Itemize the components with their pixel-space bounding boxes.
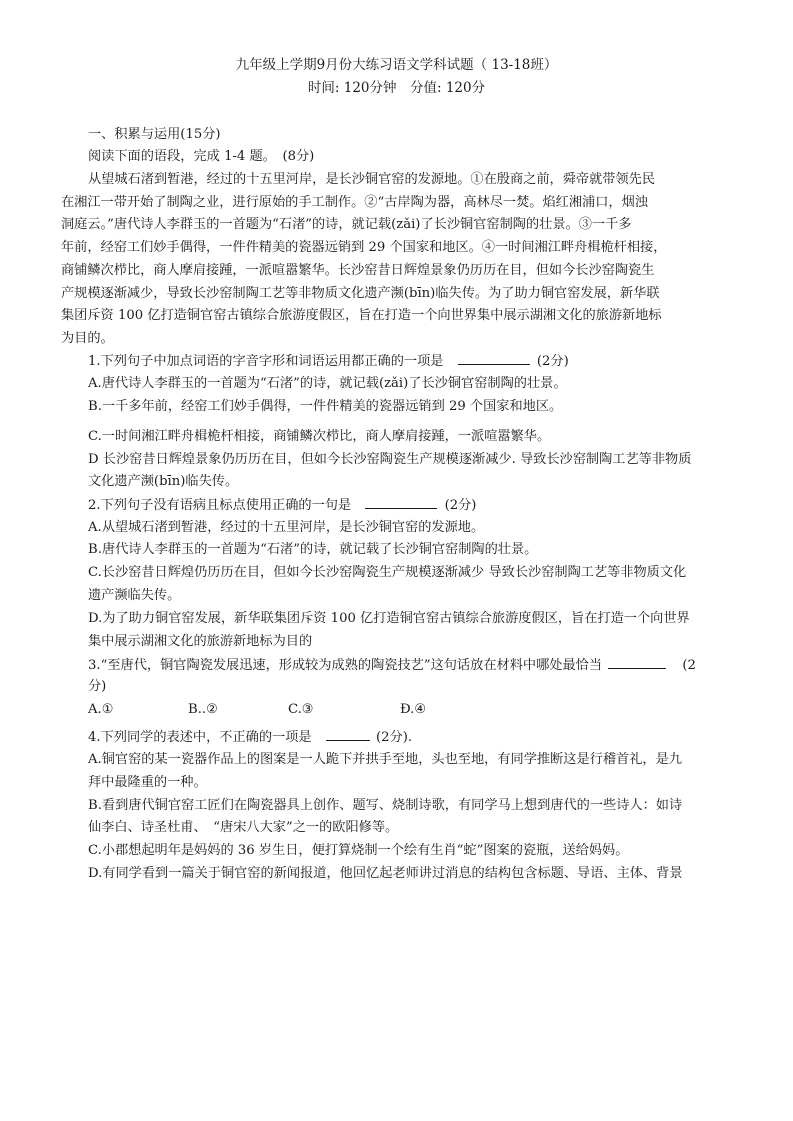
option-c: C.长沙窑昔日辉煌仍历历在目，但如今长沙窑陶瓷生产规模逐渐减少 导致长沙窑制陶工艺等非物质文化 <box>88 565 687 580</box>
question-2-points: (2分) <box>444 498 477 513</box>
question-4-stem: 4.下列同学的表述中，不正确的一项是 <box>88 730 312 745</box>
option-a: A.① <box>88 702 114 717</box>
option-d: Đ.④ <box>400 702 427 717</box>
question-1-points: (2分) <box>536 354 569 369</box>
question-2-stem: 2.下列句子没有语病且标点使用正确的一句是 <box>88 498 352 513</box>
option-b: B.一千多年前，经窑工们妙手偶得，一件件精美的瓷器远销到 29 个国家和地区。 <box>88 399 563 414</box>
option-c-continued: 遗产濒临失传。 <box>88 588 181 603</box>
option-d: D.为了助力铜官窑发展，新华联集团斥资 100 亿打造铜官窑古镇综合旅游度假区，旨在打造一个向世界 <box>88 611 690 626</box>
question-2 <box>88 494 476 517</box>
passage-line: 洞庭云。”唐代诗人李群玉的一首题为“石渚”的诗，就记载(zǎi)了长沙铜官窑制陶的壮景。③一千多 <box>61 217 632 232</box>
section-heading: 一、积累与运用(15分) <box>88 127 221 142</box>
option-a: A.唐代诗人李群玉的一首题为“石渚”的诗，就记载(zǎi)了长沙铜官窑制陶的壮景。 <box>88 376 567 391</box>
passage-line: 商铺鳞次栉比，商人摩肩接踵，一派喧嚣繁华。长沙窑昔日辉煌景象仍历历在目，但如今长沙窑陶瓷生 <box>61 263 655 278</box>
reading-instruction: 阅读下面的语段，完成 1-4 题。 (8分) <box>88 149 315 164</box>
option-c: C.③ <box>288 702 314 717</box>
question-3-options <box>88 699 426 721</box>
question-1-stem: 1.下列句子中加点词语的字音字形和词语运用都正确的一项是 <box>88 354 444 369</box>
exam-title: 九年级上学期9月份大练习语文学科试题（ 13-18班） <box>235 57 558 73</box>
question-3 <box>88 654 696 677</box>
option-b: B.看到唐代铜官窑工匠们在陶瓷器具上创作、题写、烧制诗歌，有同学马上想到唐代的一些诗人：如诗 <box>88 798 683 813</box>
question-3-points: (2 <box>682 658 696 673</box>
option-d: D 长沙窑昔日辉煌景象仍历历在目，但如今长沙窑陶瓷生产规模逐渐减少. 导致长沙窑制陶工艺等非物质 <box>88 452 692 467</box>
passage-line: 从望城石渚到暂港，经过的十五里河岸，是长沙铜官窑的发源地。①在殷商之前，舜帝就带领先民 <box>88 172 656 187</box>
passage-line: 年前，经窑工们妙手偶得，一件件精美的瓷器远销到 29 个国家和地区。④一时间湘江畔舟楫桅杆相接， <box>61 240 667 255</box>
passage-line: 集团斥资 100 亿打造铜官窑古镇综合旅游度假区，旨在打造一个向世界集中展示湖湘文化的旅游新地标 <box>61 308 662 323</box>
answer-blank[interactable] <box>458 350 530 365</box>
passage-line: 为目的。 <box>61 331 114 346</box>
option-d: D.有同学看到一篇关于铜官窑的新闻报道，他回忆起老师讲过消息的结构包含标题、导语、主体、背景 <box>88 866 683 881</box>
option-c: C.小郡想起明年是妈妈的 36 岁生日，便打算烧制一个绘有生肖“蛇”图案的瓷瓶，送给妈妈。 <box>88 843 629 858</box>
option-a: A.从望城石渚到暂港，经过的十五里河岸，是长沙铜官窑的发源地。 <box>88 520 485 535</box>
question-4 <box>88 726 412 749</box>
answer-blank[interactable] <box>365 494 437 509</box>
option-d-continued: 文化遗产濒(bīn)临失传。 <box>88 474 239 489</box>
question-3-stem: 3.“至唐代，铜官陶瓷发展迅速，形成较为成熟的陶瓷技艺”这句话放在材料中哪处最恰当 <box>88 658 602 673</box>
exam-time-score: 时间: 120分钟 分值: 120分 <box>307 80 486 96</box>
answer-blank[interactable] <box>608 654 666 669</box>
option-b: B.唐代诗人李群玉的一首题为“石渚”的诗，就记载了长沙铜官窑制陶的壮景。 <box>88 542 538 557</box>
question-1 <box>88 350 569 373</box>
option-d-continued: 集中展示湖湘文化的旅游新地标为目的 <box>88 634 313 649</box>
option-b: B..② <box>188 702 218 717</box>
option-c: C.一时间湘江畔舟楫桅杆相接，商铺鳞次栉比，商人摩肩接踵，一派喧嚣繁华。 <box>88 429 551 444</box>
passage-line: 在湘江一带开始了制陶之业，进行原始的手工制作。②“古岸陶为器，高林尽一焚。焰红湘浦口，烟浊 <box>61 195 648 210</box>
question-3-points-continued: 分) <box>88 679 107 694</box>
passage-line: 产规模逐渐减少，导致长沙窑制陶工艺等非物质文化遗产濒(bīn)临失传。为了助力铜官窑发展，新华联 <box>61 286 660 301</box>
option-b-continued: 仙李白、诗圣杜甫、 “唐宋八大家”之一的欧阳修等。 <box>88 820 399 835</box>
answer-blank[interactable] <box>326 726 370 741</box>
option-a-continued: 拜中最隆重的一种。 <box>88 775 207 790</box>
option-a: A.铜官窑的某一瓷器作品上的图案是一人跪下并拱手至地，头也至地，有同学推断这是行稽首礼，是九 <box>88 752 682 767</box>
question-4-points: (2分). <box>376 730 413 745</box>
